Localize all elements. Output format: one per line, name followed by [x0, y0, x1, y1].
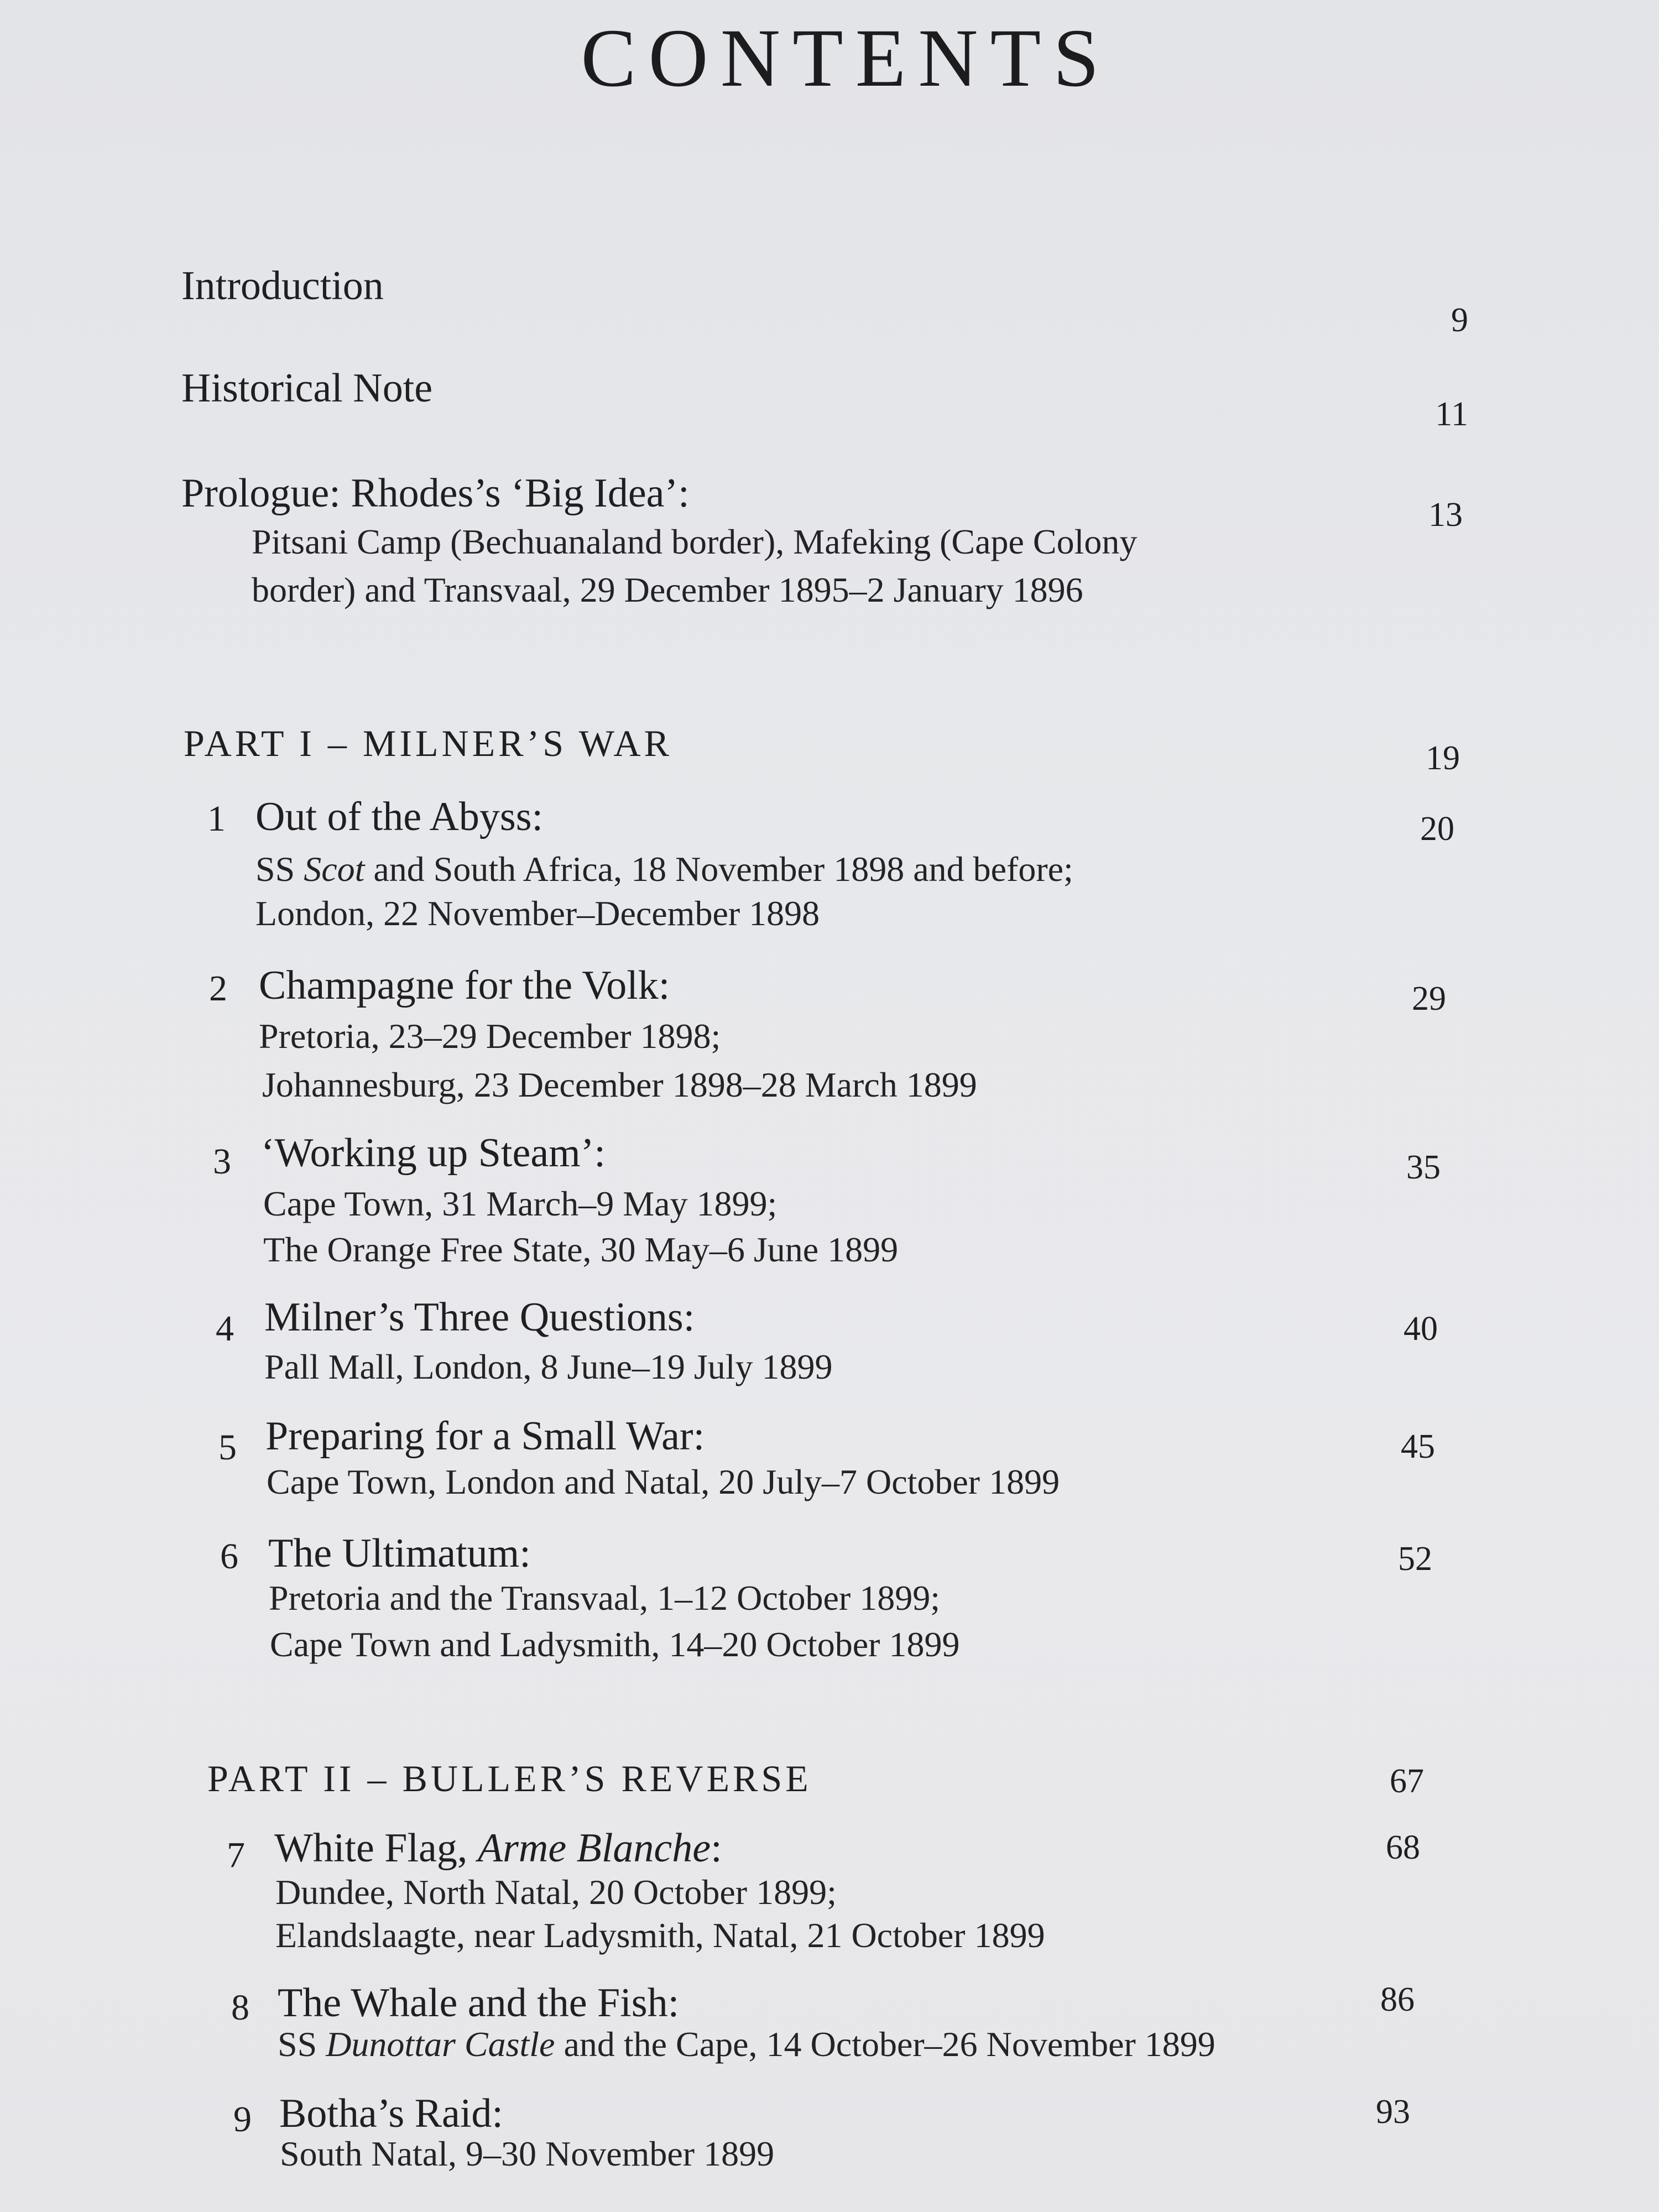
chapter-sub-8-line1: SS Dunottar Castle and the Cape, 14 October–26 November 1899 — [278, 2025, 1215, 2064]
chapter-number-6: 6 — [220, 1536, 238, 1577]
chapter-number-5: 5 — [218, 1427, 237, 1468]
chapter-title-9: Botha’s Raid: — [279, 2091, 503, 2136]
toc-page-part-1: 19 — [1426, 739, 1460, 777]
chapter-page-5: 45 — [1401, 1428, 1435, 1465]
chapter-number-8: 8 — [231, 1987, 249, 2028]
chapter-number-9: 9 — [233, 2099, 252, 2140]
chapter-page-6: 52 — [1398, 1540, 1432, 1578]
chapter-page-7: 68 — [1386, 1829, 1420, 1866]
chapter-sub-2-line2: Johannesburg, 23 December 1898–28 March 1899 — [262, 1065, 977, 1104]
chapter-number-3: 3 — [213, 1141, 231, 1182]
chapter-title-6: The Ultimatum: — [268, 1531, 531, 1576]
chapter-page-9: 93 — [1376, 2093, 1410, 2131]
toc-sub-prologue-line1: Pitsani Camp (Bechuanaland border), Mafeking (Cape Colony — [252, 522, 1138, 561]
chapter-sub-1-line1: SS Scot and South Africa, 18 November 1898 and before; — [255, 849, 1073, 889]
chapter-page-2: 29 — [1412, 980, 1446, 1018]
chapter-sub-4-line1: Pall Mall, London, 8 June–19 July 1899 — [264, 1347, 833, 1386]
chapter-sub-2-line1: Pretoria, 23–29 December 1898; — [259, 1016, 721, 1056]
chapter-page-1: 20 — [1420, 810, 1454, 848]
chapter-sub-9-line1: South Natal, 9–30 November 1899 — [280, 2134, 775, 2173]
chapter-title-5: Preparing for a Small War: — [265, 1413, 705, 1459]
chapter-number-2: 2 — [209, 968, 227, 1009]
chapter-page-8: 86 — [1380, 1981, 1415, 2018]
toc-page-part-2: 67 — [1390, 1762, 1424, 1800]
toc-entry-historical-note: Historical Note — [181, 366, 433, 411]
toc-entry-introduction: Introduction — [181, 263, 384, 309]
chapter-title-3: ‘Working up Steam’: — [261, 1130, 606, 1176]
toc-page-historical-note: 11 — [1435, 395, 1468, 433]
chapter-sub-7-line2: Elandslaagte, near Ladysmith, Natal, 21 October 1899 — [275, 1916, 1045, 1955]
chapter-sub-5-line1: Cape Town, London and Natal, 20 July–7 October 1899 — [267, 1462, 1060, 1501]
chapter-sub-1-line2: London, 22 November–December 1898 — [255, 894, 820, 933]
chapter-title-8: The Whale and the Fish: — [278, 1980, 680, 2026]
toc-page-introduction: 9 — [1451, 301, 1468, 339]
chapter-title-4: Milner’s Three Questions: — [264, 1295, 695, 1340]
chapter-number-4: 4 — [216, 1308, 234, 1349]
chapter-sub-3-line2: The Orange Free State, 30 May–6 June 1899 — [263, 1230, 899, 1269]
toc-part-1: PART I – MILNER’S WAR — [184, 722, 672, 764]
chapter-title-1: Out of the Abyss: — [255, 794, 544, 839]
chapter-title-7: White Flag, Arme Blanche: — [274, 1825, 722, 1871]
chapter-page-3: 35 — [1406, 1149, 1441, 1186]
page-title: CONTENTS — [581, 12, 1112, 104]
chapter-number-1: 1 — [207, 799, 226, 839]
chapter-number-7: 7 — [227, 1835, 245, 1875]
toc-entry-prologue: Prologue: Rhodes’s ‘Big Idea’: — [181, 471, 690, 516]
chapter-sub-6-line1: Pretoria and the Transvaal, 1–12 October 1899; — [269, 1578, 940, 1618]
chapter-sub-3-line1: Cape Town, 31 March–9 May 1899; — [263, 1184, 778, 1223]
toc-part-2: PART II – BULLER’S REVERSE — [207, 1757, 812, 1799]
toc-sub-prologue-line2: border) and Transvaal, 29 December 1895–2 January 1896 — [252, 570, 1083, 609]
chapter-title-2: Champagne for the Volk: — [259, 963, 670, 1008]
chapter-page-4: 40 — [1404, 1310, 1438, 1348]
chapter-sub-6-line2: Cape Town and Ladysmith, 14–20 October 1899 — [270, 1625, 960, 1664]
toc-page-prologue: 13 — [1428, 496, 1463, 534]
chapter-sub-7-line1: Dundee, North Natal, 20 October 1899; — [275, 1872, 837, 1912]
